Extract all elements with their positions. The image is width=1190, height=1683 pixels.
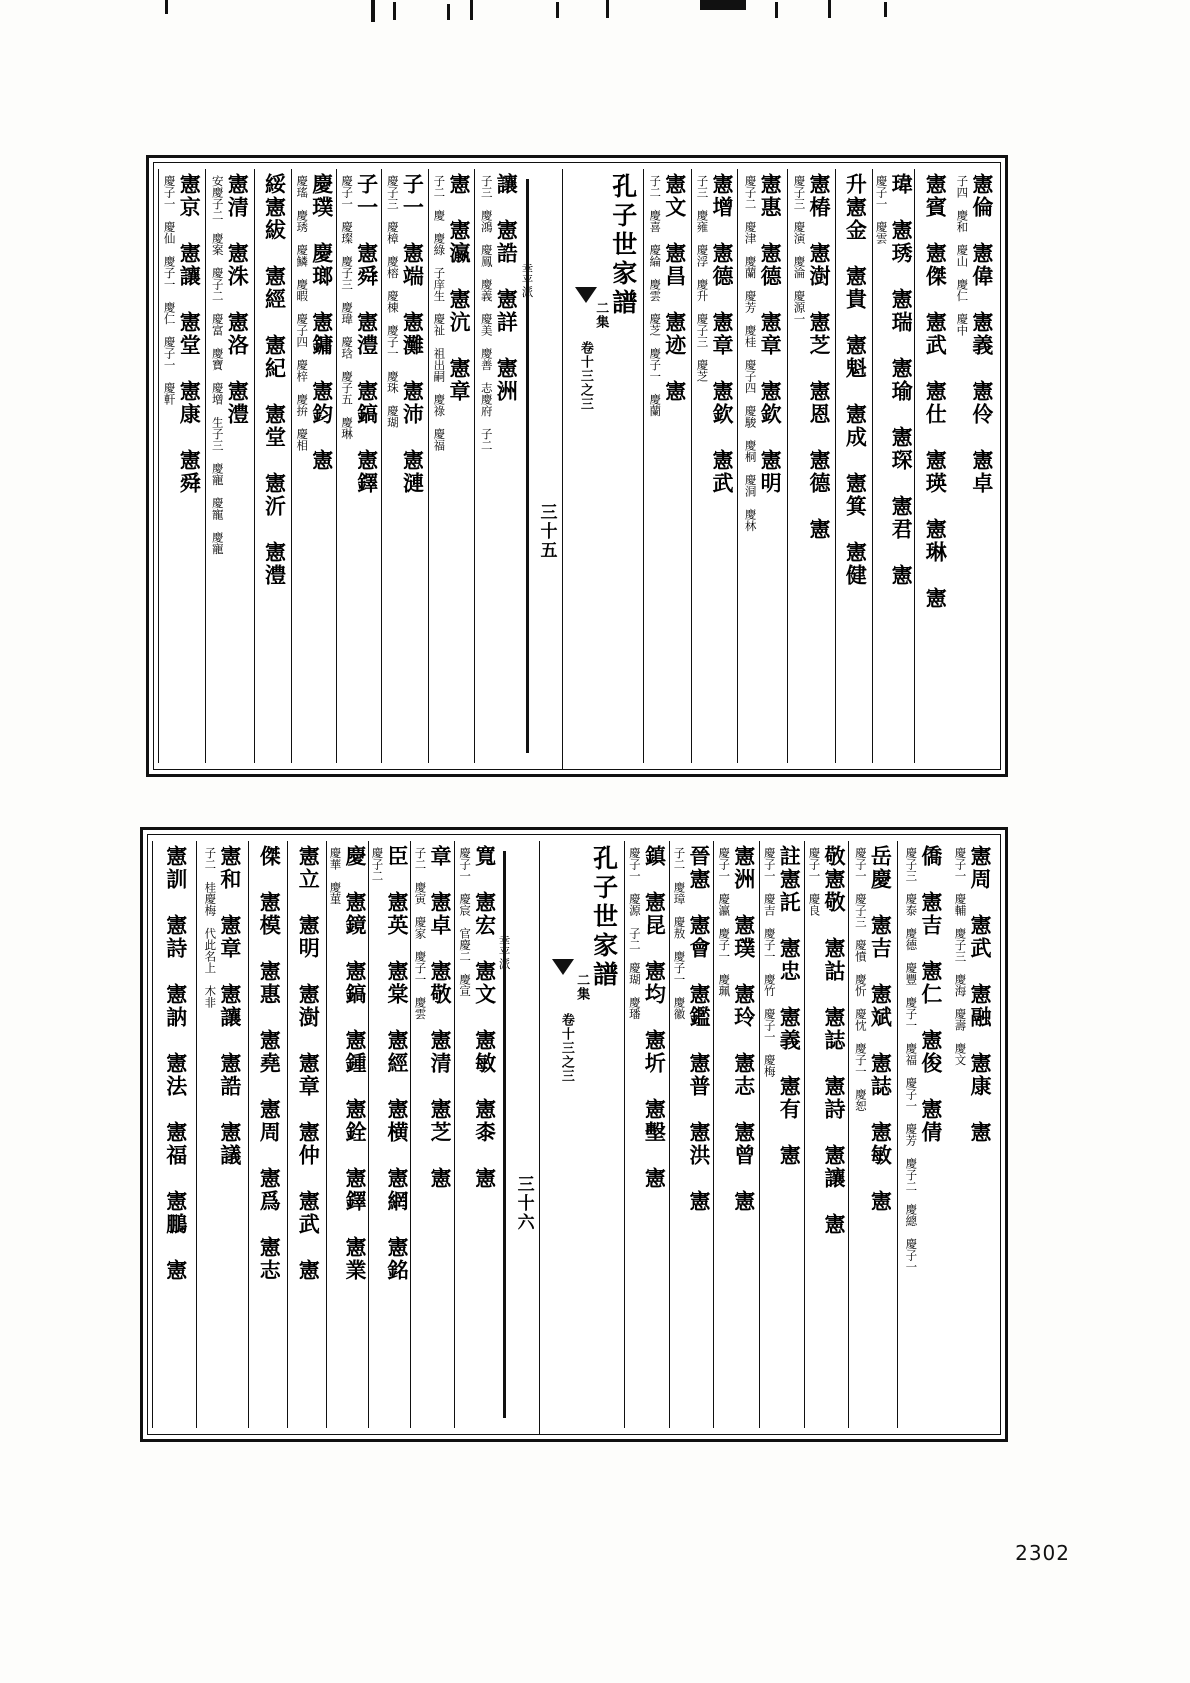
column-main-text: 綏憲紱 憲經 憲紀 憲堂 憲沂 憲澧 (262, 173, 287, 587)
column-entry (287, 841, 326, 1428)
collection-label: 二集 (593, 301, 609, 329)
column-annotation: 子二 慶 慶綠 子庠生 慶祉 祖出嗣 慶祿 慶福 (432, 175, 447, 451)
column-main-text: 章 憲卓 憲敬 憲清 憲芝 憲 (427, 845, 452, 1190)
column-list-bottom (148, 835, 1000, 1434)
column-annotation: 慶子一 慶良 (807, 847, 822, 916)
panel-title-block (539, 841, 623, 1434)
column-entry (205, 169, 255, 763)
collection-label: 二集 (574, 973, 590, 1001)
column-main-text: 慶 憲鏡 憲鎬 憲鍾 憲銓 憲鐸 憲業 (342, 845, 367, 1282)
triangle-marker-icon (552, 959, 574, 975)
column-main-text: 憲京 憲讓 憲堂 憲康 憲舜 (177, 173, 202, 495)
column-main-text: 憲文 憲昌 憲迹 憲 (662, 173, 687, 403)
triangle-marker-icon (575, 287, 597, 303)
column-main-text: 讓 憲誥 憲詳 憲洲 (494, 173, 519, 403)
panel-title-block (562, 169, 642, 769)
column-entry (804, 841, 848, 1428)
column-main-text: 憲訓 憲詩 憲訥 憲法 憲福 憲鵬 憲 (163, 845, 188, 1282)
column-main-text: 憲倫 憲偉 憲義 憲伶 憲卓 (969, 173, 994, 495)
column-entry (897, 841, 949, 1428)
panel-pagenum-block (499, 841, 539, 1428)
genealogy-panel-bottom (140, 827, 1008, 1442)
column-main-text: 憲洲 憲璞 憲玲 憲志 憲曾 憲 (731, 845, 756, 1213)
column-annotation: 子二 桂慶梅 代此名上 木非 (203, 847, 218, 1008)
column-main-text: 憲惠 憲德 憲章 憲欽 憲明 (758, 173, 783, 495)
page-label: 三十六 (513, 1175, 534, 1232)
column-main-text: 憲賓 憲傑 憲武 憲仕 憲瑛 憲琳 憲 (923, 173, 948, 610)
column-entry (152, 841, 196, 1428)
column-main-text: 寬 憲宏 憲文 憲敏 憲桼 憲 (472, 845, 497, 1190)
column-main-text: 升憲金 憲貴 憲魁 憲成 憲箕 憲健 (843, 173, 868, 587)
column-entry (953, 169, 996, 763)
column-main-text: 憲增 憲德 憲章 憲欽 憲武 (710, 173, 735, 495)
column-main-text: 晉憲 憲會 憲鑑 憲普 憲洪 憲 (687, 845, 712, 1213)
panel-border-inner (147, 834, 1001, 1435)
column-annotation: 慶子三 慶泰 慶德 慶豐 慶子一 慶福 慶子一 慶芳 慶子二 慶總 慶子一 (904, 847, 919, 1273)
column-annotation: 慶子一 慶仙 慶子一 慶仁 慶子一 慶軒 (162, 175, 177, 405)
column-main-text: 子一 憲舜 憲澧 憲鎬 憲鐸 (354, 173, 379, 495)
column-annotation: 慶子一 慶子三 慶憤 慶忻 慶忱 慶子一 慶恕 (853, 847, 868, 1112)
column-entry (949, 841, 996, 1428)
column-entry (410, 841, 454, 1428)
column-entry (368, 841, 410, 1428)
column-entry (713, 841, 759, 1428)
genealogy-panel-top (146, 155, 1008, 777)
column-entry (428, 169, 475, 763)
column-main-text: 憲立 憲明 憲澍 憲章 憲仲 憲武 憲 (296, 845, 321, 1282)
column-main-text: 臣 憲英 憲棠 憲經 憲横 憲網 憲銘 (385, 845, 410, 1282)
column-annotation: 慶華 慶菫 (328, 847, 343, 905)
column-entry (624, 841, 670, 1428)
column-entry (737, 169, 787, 763)
column-main-text: 子一 憲端 憲灘 憲沛 憲漣 (400, 173, 425, 495)
column-entry (158, 169, 205, 763)
column-annotation: 子二 慶璋 慶敖 慶子一 慶徽 (672, 847, 687, 1020)
column-main-text: 瑋 憲琇 憲瑞 憲瑜 憲琛 憲君 憲 (889, 173, 914, 587)
column-annotation: 子二 慶寅 慶家 慶子一 慶雲 (413, 847, 428, 1020)
column-annotation: 慶子一 慶吉 慶子一 慶竹 慶子一 慶梅 (762, 847, 777, 1077)
column-main-text: 敬憲敬 憲詁 憲誌 憲詩 憲讓 憲 (822, 845, 846, 1236)
column-annotation: 慶子一 慶瀛 慶子一 慶珮 (717, 847, 732, 997)
column-main-text: 憲周 憲武 憲融 憲康 憲 (967, 845, 992, 1144)
document-title: 孔子世家譜 (589, 845, 619, 990)
column-annotation: 慶子一 慶輔 慶子三 慶海 慶壽 慶文 (953, 847, 968, 1066)
column-entry (381, 169, 428, 763)
column-annotation: 慶瑤 慶琇 慶鱗 慶暇 慶子四 慶梓 慶拚 慶相 (295, 175, 310, 451)
column-entry (336, 169, 381, 763)
column-annotation: 慶子二 (370, 847, 385, 882)
folio-number: 2302 (1015, 1541, 1070, 1565)
column-list-top (154, 163, 1000, 769)
column-annotation: 慶子三 慶演 慶淪 慶源一 (792, 175, 807, 325)
column-annotation: 慶子一 慶宸 官慶二 慶宣 (458, 847, 473, 997)
column-annotation: 子二 慶喜 慶綸 慶雲 慶芝 慶子一 慶蘭 (648, 175, 663, 417)
column-entry (835, 169, 872, 763)
volume-label: 卷十三之三 (558, 1013, 574, 1083)
column-main-text: 岳慶 憲吉 憲斌 憲誌 憲敏 憲 (868, 845, 893, 1213)
column-annotation: 子三 慶鴻 慶鳳 慶義 慶美 慶善 志慶府 子二 (479, 175, 494, 451)
column-entry (872, 169, 914, 763)
column-annotation: 慶子二 慶津 慶蘭 慶芳 慶桂 慶子四 慶駿 慶桐 慶洞 慶林 (743, 175, 758, 532)
panel-border-inner (153, 162, 1001, 770)
column-main-text: 慶璞 慶瑯 憲鏞 憲鈞 憲 (309, 173, 334, 472)
column-entry (848, 841, 897, 1428)
column-main-text: 註憲託 憲忠 憲義 憲有 憲 (777, 845, 802, 1167)
column-main-text: 憲椿 憲澍 憲芝 憲恩 憲德 憲 (807, 173, 831, 541)
column-entry (248, 841, 287, 1428)
page-label: 三十五 (536, 503, 557, 560)
scan-crop-marks (0, 0, 1190, 26)
column-entry (669, 841, 713, 1428)
column-annotation: 安慶子二 慶案 慶子二 慶富 慶寶 慶增 生子三 慶寵 慶寵 慶寵 (210, 175, 225, 555)
column-main-text: 傑 憲模 憲惠 憲堯 憲周 憲爲 憲志 (257, 845, 282, 1282)
column-entry (291, 169, 336, 763)
column-entry (643, 169, 691, 763)
column-annotation: 慶子一 慶源 子二 慶瑚 慶璠 (627, 847, 642, 1020)
column-entry (474, 169, 522, 763)
document-title: 孔子世家譜 (608, 173, 638, 318)
column-entry (787, 169, 835, 763)
panel-pagenum-block (522, 169, 562, 763)
column-main-text: 憲和 憲章 憲讓 憲誥 憲議 (217, 845, 242, 1167)
column-annotation: 子四 慶和 慶山 慶仁 慶中 (955, 175, 970, 336)
volume-label: 卷十三之三 (577, 341, 593, 411)
column-entry (196, 841, 248, 1428)
column-annotation: 慶子一 慶璨 慶子三 慶瑋 慶琀 慶子五 慶琳 (340, 175, 355, 440)
column-entry (454, 841, 500, 1428)
column-entry (326, 841, 368, 1428)
column-main-text: 僑 憲吉 憲仁 憲俊 憲倩 (918, 845, 943, 1144)
column-entry (254, 169, 291, 763)
column-main-text: 鎮 憲昆 憲均 憲圻 憲墼 憲 (642, 845, 667, 1190)
column-main-text: 憲清 憲洙 憲洛 憲澧 (225, 173, 250, 426)
column-annotation: 慶子一 慶雲 (874, 175, 889, 244)
column-entry (914, 169, 953, 763)
column-main-text: 憲 憲瀛 憲沆 憲章 (446, 173, 471, 403)
column-entry (691, 169, 738, 763)
column-annotation: 子三 慶雍 慶浮 慶升 慶子三 慶芝 (695, 175, 710, 382)
column-annotation: 慶子三 慶樟 慶榕 慶棟 慶子一 慶珠 慶瑚 (385, 175, 400, 428)
column-entry (759, 841, 805, 1428)
